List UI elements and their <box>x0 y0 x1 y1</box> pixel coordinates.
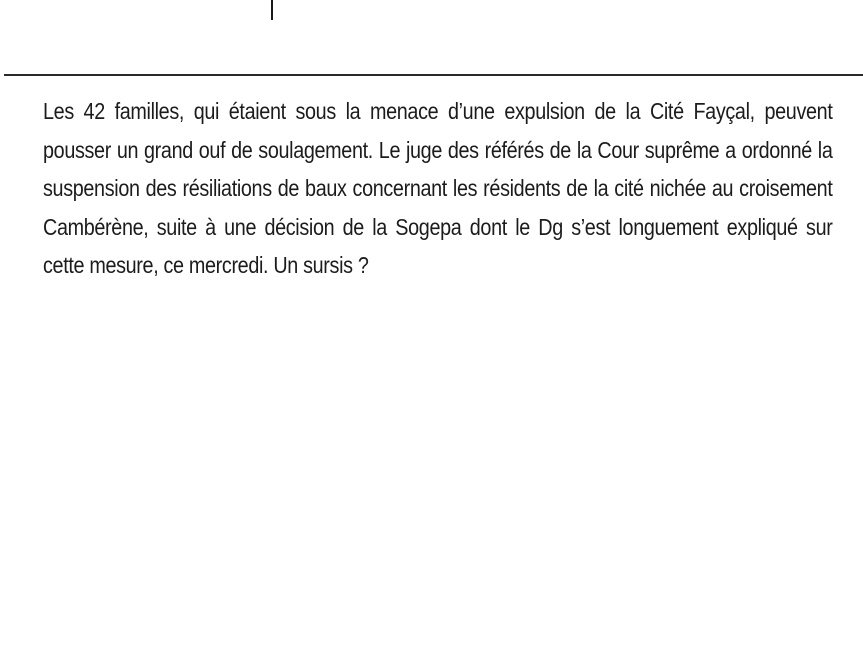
article-paragraph: Les 42 familles, qui étaient sous la menace d’une expulsion de la Cité Fayçal, peuvent pousser un grand ouf de soulagement. Le juge des référés de la Cour suprême a ordonné la suspension des résiliations de baux concernant les résidents de la cité nichée au croisement Cambérène, suite à une décision de la Sogepa dont le Dg s’est longuement expliqué sur cette mesure, ce mercredi. Un sursis ? <box>43 98 833 278</box>
horizontal-rule <box>4 74 863 76</box>
column-divider-tick <box>271 0 273 20</box>
